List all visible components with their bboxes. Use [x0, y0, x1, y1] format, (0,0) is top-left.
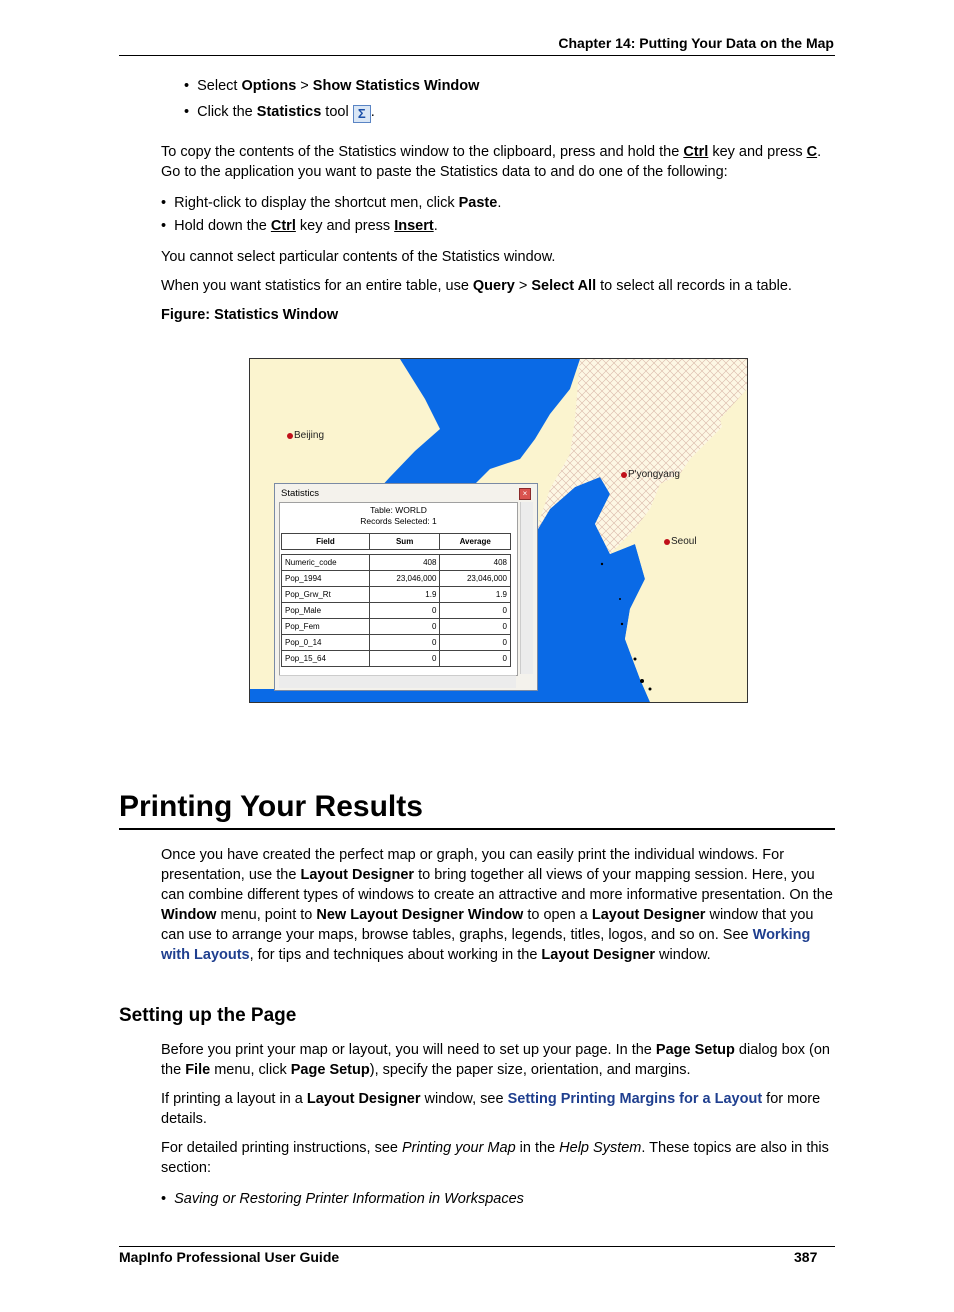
copy-paragraph: To copy the contents of the Statistics window to the clipboard, press and hold the Ctrl key and press C. Go to the application you want to paste the Statistics data to and do one of the following:: [161, 144, 822, 180]
sum-cell: 0: [369, 619, 440, 635]
sum-cell: 0: [369, 635, 440, 651]
field-cell: Pop_0_14: [282, 635, 370, 651]
footer-rule: [119, 1246, 835, 1247]
table-row: [282, 635, 511, 651]
table-row: [282, 619, 511, 635]
column-header: Field: [282, 534, 370, 550]
sum-cell: 408: [369, 555, 440, 571]
list-item: • Click the Statistics tool Σ .: [184, 104, 375, 121]
window-title: Statistics: [281, 488, 320, 499]
sum-cell: 23,046,000: [369, 571, 440, 587]
city-label: Beijing: [294, 430, 325, 441]
column-header: Sum: [369, 534, 440, 550]
sum-cell: 0: [369, 651, 440, 667]
statistics-content: [279, 502, 518, 676]
table-row: [282, 651, 511, 667]
horizontal-scrollbar[interactable]: [279, 675, 516, 688]
field-cell: Pop_Fem: [282, 619, 370, 635]
cannot-select-paragraph: You cannot select particular contents of the Statistics window.: [161, 249, 556, 265]
records-selected: Records Selected: 1: [360, 516, 437, 526]
table-name: Table: WORLD: [370, 505, 427, 515]
sum-cell: 0: [369, 603, 440, 619]
city-label: P'yongyang: [628, 469, 680, 480]
list-item: • Select Options > Show Statistics Window: [184, 78, 480, 94]
section-rule: [119, 828, 835, 830]
average-cell: 0: [440, 619, 511, 635]
field-cell: Pop_15_64: [282, 651, 370, 667]
close-icon[interactable]: ×: [519, 488, 531, 500]
average-cell: 23,046,000: [440, 571, 511, 587]
statistics-table: [281, 533, 511, 667]
layout-paragraph: If printing a layout in a Layout Designer window, see Setting Printing Margins for a Layout for more details.: [161, 1091, 821, 1127]
list-item: • Saving or Restoring Printer Information in Workspaces: [161, 1191, 524, 1207]
statistics-window: [274, 483, 538, 691]
average-cell: 0: [440, 635, 511, 651]
table-row: [282, 603, 511, 619]
header-rule: [119, 55, 835, 56]
table-row: [282, 571, 511, 587]
figure-caption: Figure: Statistics Window: [161, 307, 339, 323]
table-row: [282, 555, 511, 571]
list-item: • Hold down the Ctrl key and press Insert.: [161, 218, 438, 234]
query-paragraph: When you want statistics for an entire table, use Query > Select All to select all records in a table.: [161, 278, 792, 294]
city-marker: [664, 539, 670, 545]
field-cell: Numeric_code: [282, 555, 370, 571]
vertical-scrollbar[interactable]: [520, 502, 533, 674]
average-cell: 0: [440, 603, 511, 619]
section-title: Printing Your Results: [119, 790, 423, 823]
column-header: Average: [440, 534, 511, 550]
statistics-figure: [249, 358, 748, 703]
average-cell: 0: [440, 651, 511, 667]
city-marker: [287, 433, 293, 439]
city-label: Seoul: [671, 536, 697, 547]
chapter-header: Chapter 14: Putting Your Data on the Map: [558, 35, 834, 51]
sum-cell: 1.9: [369, 587, 440, 603]
page-number: 387: [794, 1249, 818, 1265]
average-cell: 408: [440, 555, 511, 571]
average-cell: 1.9: [440, 587, 511, 603]
printing-paragraph: Once you have created the perfect map or graph, you can easily print the individual windows. For presentation, use the Layout Designer to bring together all views of your mapping session. Here, you can combine different types of windows to create an attractive and more informative presentation. On the Window menu, point to New Layout Designer Window to open a Layout Designer window that you can use to arrange your maps, browse tables, graphs, legends, titles, logos, and so on. See Working with Layouts, for tips and techniques about working in the Layout Designer window.: [161, 847, 833, 963]
detail-paragraph: For detailed printing instructions, see Printing your Map in the Help System. These topics are also in this section:: [161, 1140, 829, 1176]
city-marker: [621, 472, 627, 478]
table-row: [282, 587, 511, 603]
footer-title: MapInfo Professional User Guide: [119, 1249, 340, 1265]
printing-margins-link[interactable]: Setting Printing Margins for a Layout: [507, 1091, 763, 1107]
working-with-layouts-link[interactable]: Working with Layouts: [161, 927, 811, 963]
field-cell: Pop_1994: [282, 571, 370, 587]
field-cell: Pop_Male: [282, 603, 370, 619]
statistics-tool-icon: Σ: [353, 105, 371, 123]
setup-paragraph: Before you print your map or layout, you will need to set up your page. In the Page Setup dialog box (on the File menu, click Page Setup), specify the paper size, orientation, and margins.: [161, 1042, 830, 1078]
field-cell: Pop_Grw_Rt: [282, 587, 370, 603]
subsection-title: Setting up the Page: [119, 1005, 297, 1026]
list-item: • Right-click to display the shortcut men, click Paste.: [161, 195, 502, 211]
